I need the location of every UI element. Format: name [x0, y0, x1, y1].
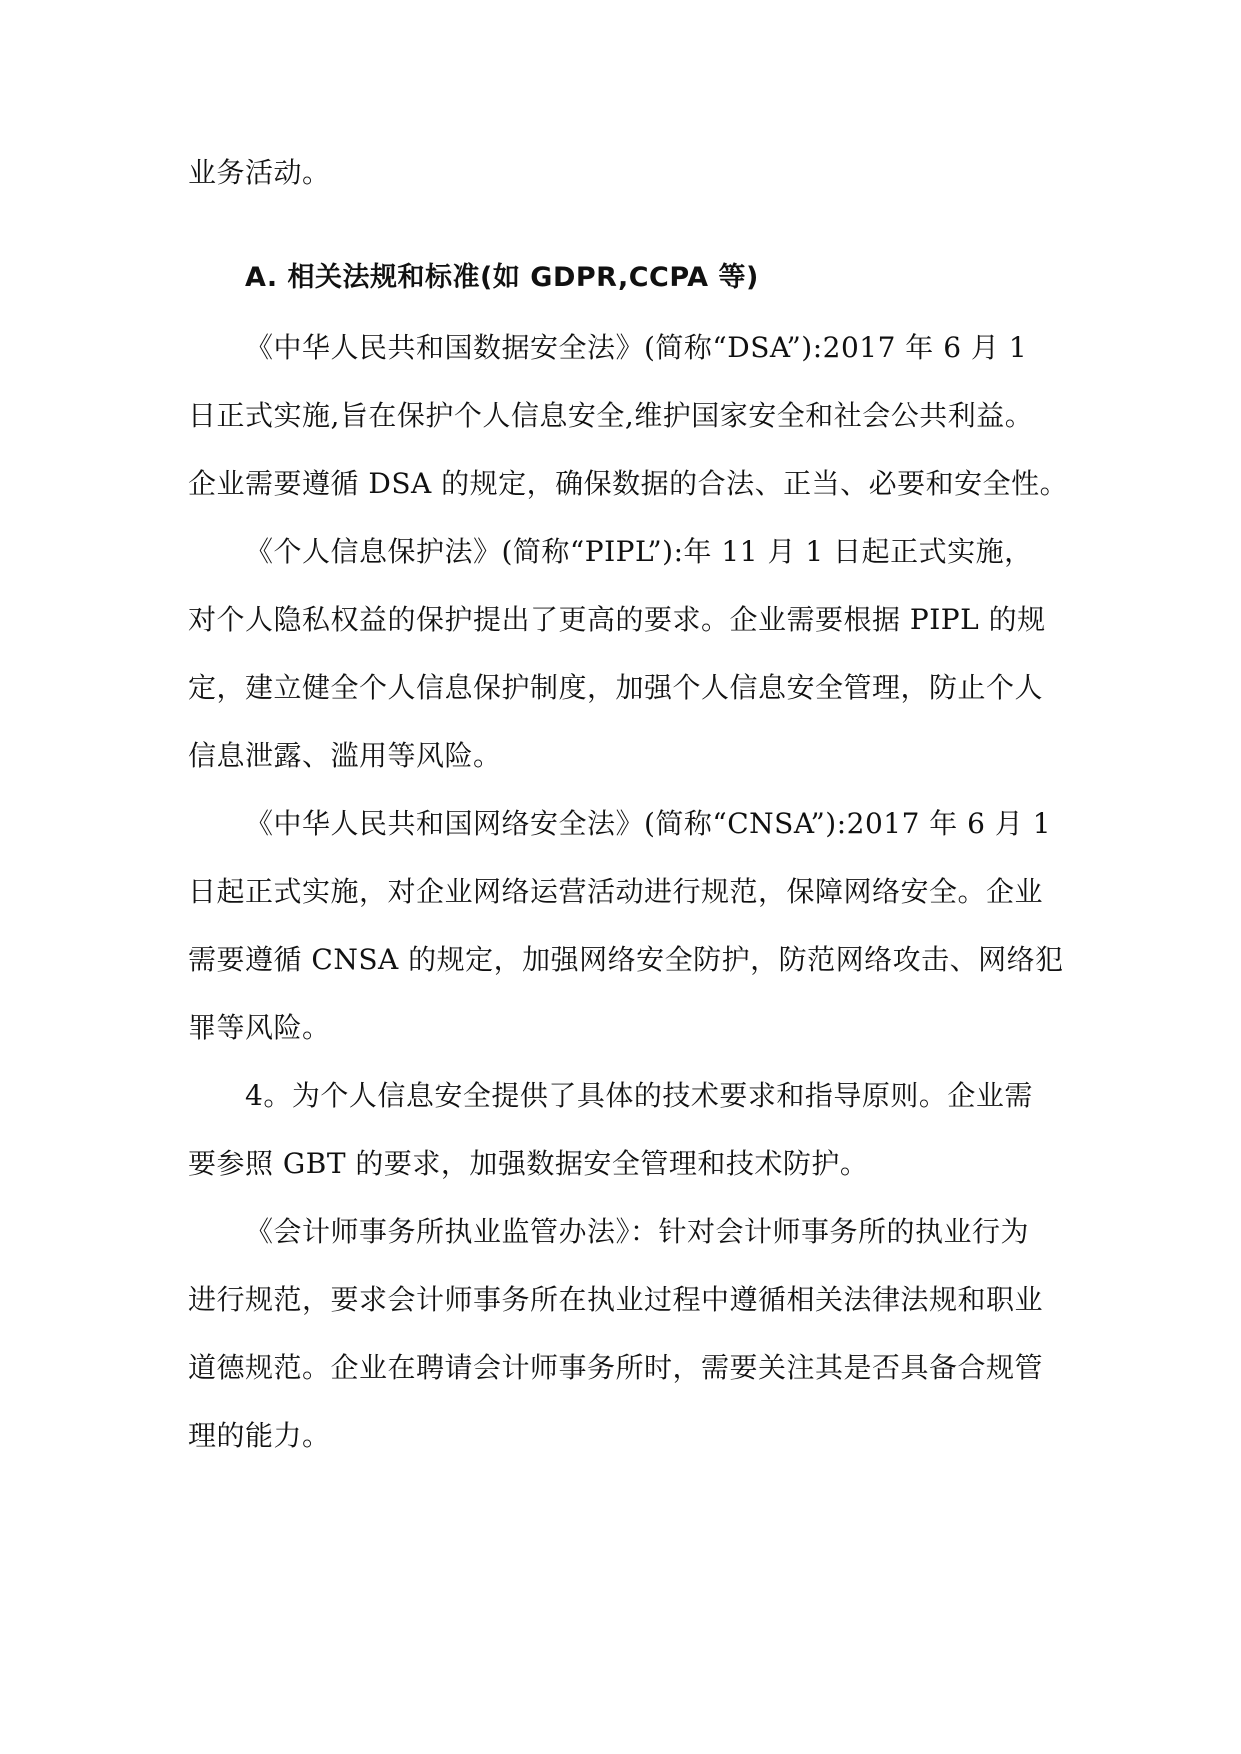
paragraph-line: 企业需要遵循 DSA 的规定，确保数据的合法、正当、必要和安全性。: [188, 467, 1069, 500]
paragraph-line: 定，建立健全个人信息保护制度，加强个人信息安全管理，防止个人: [188, 671, 1044, 704]
paragraph-line: 对个人隐私权益的保护提出了更高的要求。企业需要根据 PIPL 的规: [188, 603, 1046, 636]
paragraph-line: 《会计师事务所执业监管办法》：针对会计师事务所的执业行为: [245, 1215, 1030, 1248]
paragraph-line: 需要遵循 CNSA 的规定，加强网络安全防护，防范网络攻击、网络犯: [188, 943, 1064, 976]
paragraph-line: 日起正式实施，对企业网络运营活动进行规范，保障网络安全。企业: [188, 875, 1044, 908]
paragraph-line: 罪等风险。: [188, 1011, 331, 1044]
paragraph-line: 进行规范，要求会计师事务所在执业过程中遵循相关法律法规和职业: [188, 1283, 1044, 1316]
paragraph-line: 理的能力。: [188, 1419, 331, 1452]
paragraph-line: 信息泄露、滥用等风险。: [188, 739, 502, 772]
section-heading: A. 相关法规和标准(如 GDPR,CCPA 等): [245, 262, 759, 293]
paragraph-line: 业务活动。: [188, 156, 331, 189]
paragraph-line: 《中华人民共和国网络安全法》(简称“CNSA”):2017 年 6 月 1: [245, 807, 1052, 840]
paragraph-line: 日正式实施,旨在保护个人信息安全,维护国家安全和社会公共利益。: [188, 399, 1034, 432]
paragraph-line: 道德规范。企业在聘请会计师事务所时，需要关注其是否具备合规管: [188, 1351, 1044, 1384]
paragraph-line: 要参照 GBT 的要求，加强数据安全管理和技术防护。: [188, 1147, 869, 1180]
paragraph-line: 《中华人民共和国数据安全法》(简称“DSA”):2017 年 6 月 1: [245, 331, 1028, 364]
paragraph-line: 4。为个人信息安全提供了具体的技术要求和指导原则。企业需: [245, 1079, 1033, 1112]
paragraph-line: 《个人信息保护法》(简称“PIPL”):年 11 月 1 日起正式实施，: [245, 535, 1033, 568]
